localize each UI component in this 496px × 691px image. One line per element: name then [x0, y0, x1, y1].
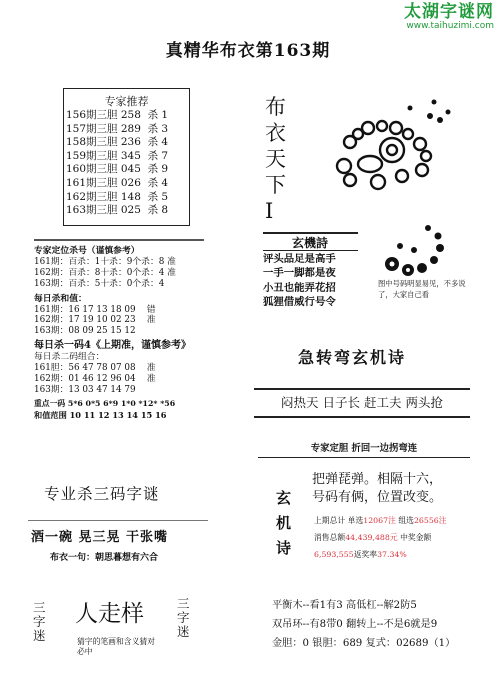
xuanji-poem-panel	[258, 216, 468, 334]
list-item: 160期三胆 045 杀 9	[66, 163, 169, 176]
buyi-vertical-text: 布衣天下I	[265, 95, 286, 223]
poem-line: 狐狸借威行号令	[263, 295, 336, 308]
list-item: 162期：17 19 10 02 23 准	[34, 315, 156, 326]
fixed-poem-line-2: 号码有俩，位置改变。	[312, 490, 443, 505]
list-item: 159期三胆 345 杀 7	[66, 149, 169, 162]
poem-line: 评头品足是高手	[263, 253, 336, 265]
riddle-caption: 猜字的笔画和含义猜对必中	[77, 637, 155, 656]
center-riddle: 人走样	[75, 601, 144, 627]
stats-line-2	[314, 532, 431, 543]
beads-illustration	[374, 220, 454, 280]
list-item: 162期：百杀：8十杀：0个杀：4 准	[34, 267, 176, 278]
right-label: 三字迷	[177, 596, 190, 639]
bottom-line-2: 双吊环--有8带0 翻转上--不是6就是9	[272, 619, 438, 630]
key-code-line: 重点一码 5*6 0*5 6*9 1*0 *12* *56	[34, 398, 176, 408]
kill-one-code: 每日杀一码4《上期准，谨慎参考》	[34, 340, 191, 352]
sum-range-line: 和值范围 10 11 12 13 14 15 16	[34, 409, 167, 420]
coins-illustration	[330, 90, 460, 200]
stats-line-3	[314, 549, 407, 560]
fixed-poem-line-1: 把弹琵弹。相隔十六，	[312, 472, 443, 487]
fixed-side-label: 玄机诗	[276, 489, 292, 557]
urgent-poem-panel	[254, 388, 470, 422]
fixed-heading: 专家定胆 折回一边拐弯连	[258, 440, 470, 458]
poem-note: 图中号码明显易见，不多说了，大家自己看	[378, 279, 466, 299]
poem-line: 一手一脚都是夜	[263, 267, 336, 280]
poem-lines	[263, 252, 336, 309]
stats-value: 6,593,555	[314, 550, 354, 559]
stats-value: 37.34%	[377, 550, 407, 559]
page-title: 真精华布衣第163期	[165, 41, 331, 61]
list-item: 158期三胆 236 杀 4	[66, 136, 169, 149]
stats-value: 12067注	[363, 516, 396, 525]
stats-value: 26556注	[413, 516, 447, 525]
expert-recommend-box	[63, 88, 190, 226]
list-item: 161期：16 17 13 18 09 错	[34, 304, 156, 315]
expert-rows	[66, 109, 168, 218]
watermark-site-name: 太湖字谜网	[404, 2, 494, 22]
three-code-title: 专业杀三码字谜	[44, 485, 160, 503]
list-item: 161胆：56 47 78 07 08 准	[34, 363, 156, 374]
three-code-riddle: 酒一碗 晃三晃 干张嘴	[31, 530, 169, 545]
list-item: 156期三胆 258 杀 1	[66, 109, 169, 121]
stats-label: 返奖率	[353, 550, 378, 559]
watermark-logo	[394, 3, 494, 31]
bottom-line-1: 平衡木--看1有3 高低杠--解2防5	[272, 600, 417, 611]
list-item: 163期三胆 025 杀 8	[66, 204, 169, 217]
list-item: 162期：01 46 12 96 04 准	[34, 373, 156, 384]
three-code-note: 布衣一句：朝思暮想有六合	[50, 553, 159, 563]
list-item: 163期：百杀：5十杀：0个杀：4	[34, 278, 165, 289]
list-item: 162期三胆 148 杀 5	[66, 190, 169, 203]
expert-fixed-panel	[258, 432, 470, 582]
buyi-panel	[258, 88, 463, 223]
urgent-poem-line: 闷热天 日子长 赶工夫 两头抢	[281, 395, 443, 410]
list-item: 163期：08 09 25 15 12	[34, 326, 136, 337]
expert-heading: 专家推荐	[104, 95, 149, 108]
stats-label: 消售总额	[314, 533, 346, 542]
watermark-url: www.taihuzimi.com	[406, 21, 494, 31]
combo-heading: 每日杀二码组合：	[34, 352, 105, 363]
poem-line: 小丑也能弄花招	[263, 281, 336, 294]
person-riddle-panel	[25, 585, 215, 685]
list-item: 161期三胆 026 杀 4	[66, 176, 169, 189]
poem-title: 玄機詩	[292, 236, 329, 250]
stats-label: 上期总计 单选	[314, 516, 364, 525]
bottom-stats	[272, 596, 455, 653]
urgent-poem-title: 急转弯玄机诗	[298, 348, 407, 367]
bottom-line-3: 金胆：0 银胆：689 复式：02689（1）	[272, 638, 456, 649]
three-code-riddle-panel	[22, 470, 222, 570]
stats-value: 44,439,488元	[345, 533, 398, 542]
sum-heading: 每日杀和值：	[34, 293, 87, 304]
list-item: 161期：百杀：1十杀：9个杀：8 准	[34, 256, 176, 267]
list-item: 157期三胆 289 杀 3	[66, 122, 169, 135]
position-kill-panel	[30, 236, 210, 432]
stats-line-1	[314, 515, 447, 526]
list-item: 163期：13 03 47 14 79	[34, 384, 136, 395]
stats-label: 组选	[395, 516, 414, 525]
position-heading: 专家定位杀号（谨慎参考）	[34, 246, 140, 256]
left-label: 三字迷	[33, 600, 46, 643]
stats-label: 中奖金额	[397, 533, 432, 542]
